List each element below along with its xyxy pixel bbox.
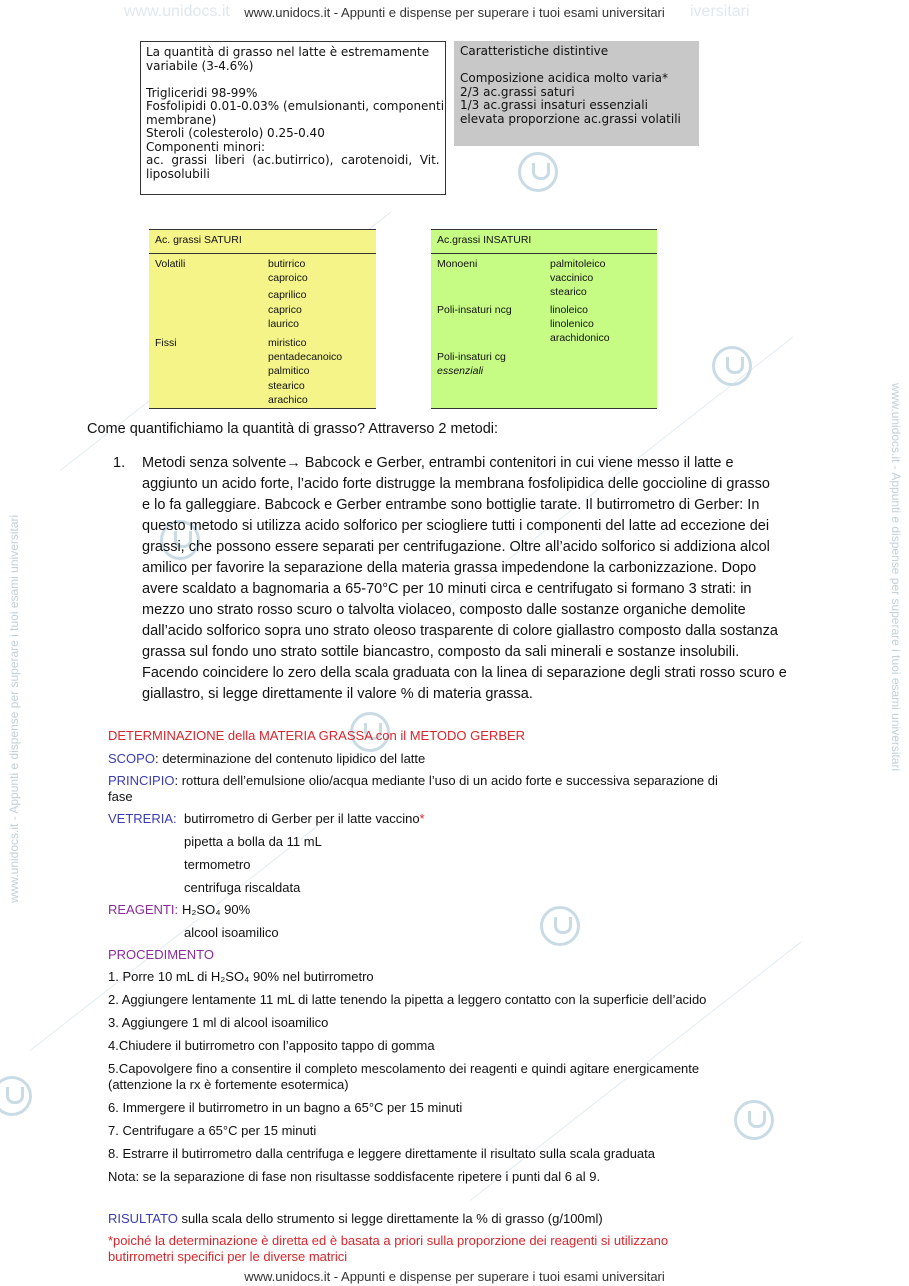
vetreria-item: pipetta a bolla da 11 mL — [184, 834, 322, 849]
unsaturated-label-cg-line1: Poli-insaturi cg — [437, 351, 506, 363]
principio-text-1: : rottura dell’emulsione olio/acqua mediante l’uso di un acido forte e successiva separazione di — [174, 773, 718, 788]
unsaturated-item: palmitoleico — [550, 258, 606, 270]
saturated-item: caprilico — [268, 289, 307, 302]
saturated-label-fissi: Fissi — [155, 337, 177, 349]
vetreria-item: butirrometro di Gerber per il latte vaccino — [184, 811, 420, 826]
side-watermark-left: www.unidocs.it - Appunti e dispense per superare i tuoi esami universitari — [7, 514, 21, 903]
saturated-label-volatili: Volatili — [155, 258, 186, 270]
unsaturated-item: linolenico — [550, 318, 594, 331]
scopo-text: : determinazione del contenuto lipidico del latte — [154, 751, 426, 766]
unsaturated-item: stearico — [550, 286, 587, 299]
gerber-risultato — [108, 1211, 603, 1227]
saturated-item: caprico — [268, 303, 302, 316]
risultato-label: RISULTATO — [108, 1211, 178, 1226]
reagenti-item: H₂SO₄ 90% — [182, 902, 251, 917]
table-rule — [149, 408, 376, 409]
procedure-step: (attenzione la rx è fortemente esotermica) — [108, 1077, 349, 1092]
header-faint-left: www.unidocs.it — [124, 3, 230, 20]
watermark-logo-icon — [0, 1076, 32, 1116]
method-1-line: avere scaldato a bagnomaria a 65-70°C per 10 minuti circa e centrifugato si formano 3 strati: in — [142, 581, 752, 597]
header-faint-right: iversitari — [690, 3, 750, 20]
page-header — [0, 5, 909, 20]
vetreria-item: termometro — [184, 857, 251, 872]
method-1-line: questo metodo si utilizza acido solforico per sciogliere tutti i componenti del latte ad eccezione dei — [142, 518, 770, 534]
gerber-principio — [108, 773, 801, 805]
milk-box-line: liposolubili — [146, 166, 210, 181]
method-1-line: grassi, che possono essere separati per centrifugazione. Oltre all’acido solforico si addiziona alcol — [142, 539, 770, 555]
unsaturated-label-monoeni: Monoeni — [437, 258, 478, 270]
page-footer — [0, 1269, 909, 1284]
procedure-step: 5.Capovolgere fino a consentire il completo mescolamento dei reagenti e quindi agitare energicamente — [108, 1061, 700, 1076]
method-1-line: dall’acido solforico sopra uno strato oleoso trasparente di colore giallastro composto dalla sostanza — [142, 623, 778, 639]
saturated-items-volatili — [268, 257, 308, 331]
unsaturated-label-ncg: Poli-insaturi ncg — [437, 304, 512, 316]
vetreria-label: VETRERIA: — [108, 811, 177, 826]
features-line: Composizione acidica molto varia* — [460, 71, 669, 85]
milk-fat-box — [140, 41, 446, 195]
method-1-number: 1. — [113, 455, 126, 471]
procedure-step: 7. Centrifugare a 65°C per 15 minuti — [108, 1123, 317, 1138]
table-rule — [431, 253, 657, 254]
procedure-step: 4.Chiudere il butirrometro con l’apposito tappo di gomma — [108, 1038, 435, 1053]
procedure-step: 3. Aggiungere 1 ml di alcool isoamilico — [108, 1015, 329, 1030]
unsaturated-table — [431, 229, 657, 409]
method-1-text — [142, 453, 822, 705]
gerber-footnote — [108, 1233, 801, 1265]
milk-box-line: variabile (3-4.6%) — [146, 58, 254, 73]
vetreria-item: centrifuga riscaldata — [184, 880, 301, 895]
features-line: 1/3 ac.grassi insaturi essenziali — [460, 98, 648, 112]
procedure-steps — [108, 969, 801, 1185]
gerber-title: DETERMINAZIONE della MATERIA GRASSA con il METODO GERBER — [108, 728, 526, 743]
unsaturated-item: vaccinico — [550, 272, 594, 285]
principio-text-2: fase — [108, 789, 133, 804]
unsaturated-label-cg-line2: essenziali — [437, 365, 484, 378]
milk-box-line: Fosfolipidi 0.01-0.03% (emulsionanti, componenti — [146, 99, 445, 113]
procedure-note: Nota: se la separazione di fase non risultasse soddisfacente ripetere i punti dal 6 al 9. — [108, 1169, 601, 1184]
method-1-line: aggiunto un acido forte, l’acido forte distrugge la membrana fosfolipidica delle goccioline di grasso — [142, 476, 770, 492]
side-watermark-right: www.unidocs.it - Appunti e dispense per superare i tuoi esami universitari — [889, 383, 903, 772]
saturated-table — [149, 229, 376, 409]
footer-text: www.unidocs.it - Appunti e dispense per superare i tuoi esami universitari — [244, 1269, 665, 1284]
method-1-line: amilico per favorire la separazione della materia grassa impedendone la carbonizzazione. Dopo — [142, 560, 757, 576]
footnote-line: *poiché la determinazione è diretta ed è basata a priori sulla proporzione dei reagenti si utilizzano — [108, 1233, 669, 1248]
unsaturated-header: Ac.grassi INSATURI — [437, 234, 532, 246]
features-box — [454, 41, 699, 146]
gerber-reagenti — [108, 902, 178, 918]
intro-question: Come quantifichiamo la quantità di grasso? Attraverso 2 metodi: — [87, 421, 499, 437]
milk-box-line: Trigliceridi 98-99% — [146, 85, 258, 100]
method-1-line: giallastro, si legge direttamente il valore % di materia grassa. — [142, 686, 533, 702]
milk-box-line: Componenti minori: — [146, 139, 266, 154]
gerber-scopo — [108, 751, 425, 767]
gerber-vetreria — [108, 811, 177, 827]
features-line: elevata proporzione ac.grassi volatili — [460, 111, 681, 126]
milk-box-line — [146, 73, 440, 87]
method-1-line: e lo fa galleggiare. Babcock e Gerber entrambe sono bottiglie tarate. Il butirrometro di Gerber: In — [142, 497, 760, 513]
procedimento-label: PROCEDIMENTO — [108, 947, 214, 962]
milk-box-line: membrane) — [146, 112, 217, 127]
method-1-line: mezzo uno strato rosso scuro o talvolta violaceo, composto dalle sostanze organiche demolite — [142, 602, 746, 618]
saturated-item: pentadecanoico — [268, 351, 343, 364]
watermark-logo-icon — [540, 906, 580, 946]
method-1-line: grassa sul fondo uno strato sottile biancastro, composto da sali minerali e sostanze insolubili. — [142, 644, 740, 660]
saturated-item: laurico — [268, 317, 299, 330]
table-rule — [149, 253, 376, 254]
saturated-item: arachico — [268, 393, 308, 406]
method-1-line: Metodi senza solvente→ Babcock e Gerber, entrambi contenitori in cui viene messo il latte e — [142, 455, 734, 471]
milk-box-line: ac. grassi liberi (ac.butirrico), carotenoidi, Vit. — [146, 153, 440, 167]
vetreria-items — [184, 811, 425, 896]
table-rule — [149, 229, 376, 230]
vetreria-asterisk: * — [419, 811, 425, 826]
unsaturated-items-monoeni — [550, 257, 605, 300]
unsaturated-items-ncg — [550, 303, 610, 346]
footnote-line: butirrometri specifici per le diverse matrici — [108, 1249, 348, 1264]
saturated-item: caproico — [268, 272, 308, 285]
unsaturated-item: arachidonico — [550, 332, 610, 345]
reagenti-item: alcool isoamilico — [184, 925, 279, 940]
saturated-items-fissi — [268, 336, 342, 407]
unsaturated-item: linoleico — [550, 304, 588, 316]
header-text: www.unidocs.it - Appunti e dispense per superare i tuoi esami universitari — [244, 5, 665, 20]
method-1-line: Facendo coincidere lo zero della scala graduata con la linea di separazione degli strati rosso scuro e — [142, 665, 787, 681]
saturated-header: Ac. grassi SATURI — [155, 234, 242, 246]
saturated-item: butirrico — [268, 258, 306, 270]
reagenti-label: REAGENTI: — [108, 902, 179, 917]
watermark-logo-icon — [712, 346, 752, 386]
reagenti-items — [182, 902, 279, 941]
risultato-text: sulla scala dello strumento si legge direttamente la % di grasso (g/100ml) — [177, 1211, 603, 1226]
saturated-item: palmitico — [268, 365, 310, 378]
principio-label: PRINCIPIO — [108, 773, 175, 788]
table-rule — [431, 229, 657, 230]
procedure-step: 6. Immergere il butirrometro in un bagno a 65°C per 15 minuti — [108, 1100, 463, 1115]
features-line: 2/3 ac.grassi saturi — [460, 84, 575, 99]
saturated-item: stearico — [268, 379, 305, 392]
procedure-step: 8. Estrarre il butirrometro dalla centrifuga e leggere direttamente il risultato sulla scala graduata — [108, 1146, 655, 1161]
features-title: Caratteristiche distintive — [460, 44, 609, 58]
saturated-item: miristico — [268, 337, 307, 349]
unsaturated-label-cg — [437, 350, 506, 378]
procedure-step: 1. Porre 10 mL di H₂SO₄ 90% nel butirrometro — [108, 969, 374, 984]
scopo-label: SCOPO — [108, 751, 155, 766]
table-rule — [431, 408, 657, 409]
watermark-logo-icon — [518, 152, 558, 192]
procedure-step: 2. Aggiungere lentamente 11 mL di latte tenendo la pipetta a leggero contatto con la superficie dell’acido — [108, 992, 707, 1007]
milk-box-line: Steroli (colesterolo) 0.25-0.40 — [146, 126, 325, 140]
milk-box-line: La quantità di grasso nel latte è estremamente — [146, 45, 430, 59]
